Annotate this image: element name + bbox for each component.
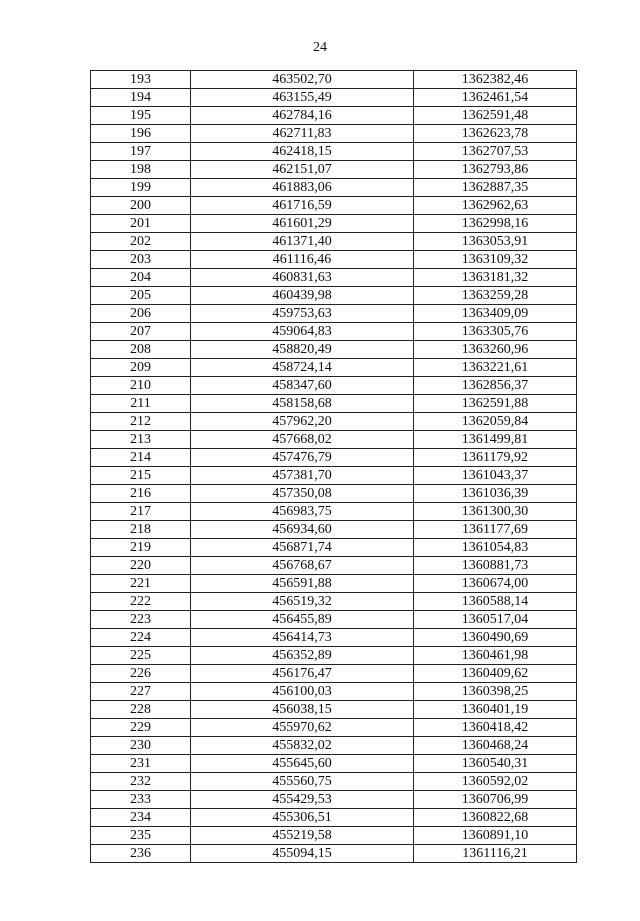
y-coordinate-cell: 1360461,98	[414, 647, 577, 665]
x-coordinate-cell: 458820,49	[191, 341, 414, 359]
x-coordinate-cell: 455832,02	[191, 737, 414, 755]
y-coordinate-cell: 1360881,73	[414, 557, 577, 575]
x-coordinate-cell: 461601,29	[191, 215, 414, 233]
table-row	[91, 503, 577, 521]
x-coordinate-cell: 458158,68	[191, 395, 414, 413]
y-coordinate-cell: 1360540,31	[414, 755, 577, 773]
point-number-cell: 226	[91, 665, 191, 683]
x-coordinate-cell: 462784,16	[191, 107, 414, 125]
point-number-cell: 228	[91, 701, 191, 719]
coordinates-table	[90, 70, 577, 863]
point-number-cell: 215	[91, 467, 191, 485]
y-coordinate-cell: 1363260,96	[414, 341, 577, 359]
y-coordinate-cell: 1362887,35	[414, 179, 577, 197]
x-coordinate-cell: 455970,62	[191, 719, 414, 737]
y-coordinate-cell: 1363259,28	[414, 287, 577, 305]
x-coordinate-cell: 456519,32	[191, 593, 414, 611]
table-row	[91, 233, 577, 251]
x-coordinate-cell: 457476,79	[191, 449, 414, 467]
table-row	[91, 107, 577, 125]
y-coordinate-cell: 1361300,30	[414, 503, 577, 521]
y-coordinate-cell: 1360409,62	[414, 665, 577, 683]
y-coordinate-cell: 1362382,46	[414, 71, 577, 89]
point-number-cell: 219	[91, 539, 191, 557]
x-coordinate-cell: 461716,59	[191, 197, 414, 215]
x-coordinate-cell: 455560,75	[191, 773, 414, 791]
x-coordinate-cell: 456983,75	[191, 503, 414, 521]
table-row	[91, 737, 577, 755]
point-number-cell: 194	[91, 89, 191, 107]
y-coordinate-cell: 1363221,61	[414, 359, 577, 377]
x-coordinate-cell: 460831,63	[191, 269, 414, 287]
y-coordinate-cell: 1361179,92	[414, 449, 577, 467]
point-number-cell: 204	[91, 269, 191, 287]
table-row	[91, 791, 577, 809]
table-row	[91, 683, 577, 701]
x-coordinate-cell: 462151,07	[191, 161, 414, 179]
point-number-cell: 217	[91, 503, 191, 521]
table-row	[91, 89, 577, 107]
y-coordinate-cell: 1360822,68	[414, 809, 577, 827]
point-number-cell: 222	[91, 593, 191, 611]
x-coordinate-cell: 458724,14	[191, 359, 414, 377]
x-coordinate-cell: 457962,20	[191, 413, 414, 431]
point-number-cell: 203	[91, 251, 191, 269]
table-row	[91, 575, 577, 593]
table-row	[91, 719, 577, 737]
x-coordinate-cell: 457668,02	[191, 431, 414, 449]
y-coordinate-cell: 1362059,84	[414, 413, 577, 431]
table-row	[91, 521, 577, 539]
x-coordinate-cell: 463502,70	[191, 71, 414, 89]
table-row	[91, 269, 577, 287]
point-number-cell: 213	[91, 431, 191, 449]
point-number-cell: 202	[91, 233, 191, 251]
y-coordinate-cell: 1361116,21	[414, 845, 577, 863]
point-number-cell: 201	[91, 215, 191, 233]
y-coordinate-cell: 1363181,32	[414, 269, 577, 287]
x-coordinate-cell: 457381,70	[191, 467, 414, 485]
table-row	[91, 143, 577, 161]
table-row	[91, 179, 577, 197]
point-number-cell: 233	[91, 791, 191, 809]
point-number-cell: 196	[91, 125, 191, 143]
y-coordinate-cell: 1360588,14	[414, 593, 577, 611]
point-number-cell: 193	[91, 71, 191, 89]
point-number-cell: 227	[91, 683, 191, 701]
table-row	[91, 485, 577, 503]
y-coordinate-cell: 1360592,02	[414, 773, 577, 791]
point-number-cell: 212	[91, 413, 191, 431]
table-row	[91, 287, 577, 305]
point-number-cell: 231	[91, 755, 191, 773]
y-coordinate-cell: 1360706,99	[414, 791, 577, 809]
point-number-cell: 206	[91, 305, 191, 323]
point-number-cell: 210	[91, 377, 191, 395]
x-coordinate-cell: 455645,60	[191, 755, 414, 773]
table-row	[91, 413, 577, 431]
table-row	[91, 395, 577, 413]
table-row	[91, 449, 577, 467]
point-number-cell: 199	[91, 179, 191, 197]
x-coordinate-cell: 458347,60	[191, 377, 414, 395]
x-coordinate-cell: 456768,67	[191, 557, 414, 575]
x-coordinate-cell: 456455,89	[191, 611, 414, 629]
x-coordinate-cell: 456934,60	[191, 521, 414, 539]
table-row	[91, 647, 577, 665]
table-row	[91, 539, 577, 557]
x-coordinate-cell: 456871,74	[191, 539, 414, 557]
y-coordinate-cell: 1362856,37	[414, 377, 577, 395]
y-coordinate-cell: 1360418,42	[414, 719, 577, 737]
table-row	[91, 215, 577, 233]
point-number-cell: 200	[91, 197, 191, 215]
table-row	[91, 611, 577, 629]
y-coordinate-cell: 1361036,39	[414, 485, 577, 503]
y-coordinate-cell: 1361043,37	[414, 467, 577, 485]
point-number-cell: 197	[91, 143, 191, 161]
y-coordinate-cell: 1362707,53	[414, 143, 577, 161]
y-coordinate-cell: 1360517,04	[414, 611, 577, 629]
point-number-cell: 211	[91, 395, 191, 413]
point-number-cell: 229	[91, 719, 191, 737]
y-coordinate-cell: 1363305,76	[414, 323, 577, 341]
table-row	[91, 359, 577, 377]
table-row	[91, 125, 577, 143]
point-number-cell: 214	[91, 449, 191, 467]
table-row	[91, 71, 577, 89]
x-coordinate-cell: 459753,63	[191, 305, 414, 323]
x-coordinate-cell: 462711,83	[191, 125, 414, 143]
x-coordinate-cell: 457350,08	[191, 485, 414, 503]
y-coordinate-cell: 1362461,54	[414, 89, 577, 107]
x-coordinate-cell: 456176,47	[191, 665, 414, 683]
x-coordinate-cell: 462418,15	[191, 143, 414, 161]
point-number-cell: 209	[91, 359, 191, 377]
table-row	[91, 629, 577, 647]
table-row	[91, 845, 577, 863]
table-row	[91, 665, 577, 683]
point-number-cell: 230	[91, 737, 191, 755]
point-number-cell: 218	[91, 521, 191, 539]
point-number-cell: 235	[91, 827, 191, 845]
x-coordinate-cell: 455306,51	[191, 809, 414, 827]
y-coordinate-cell: 1362998,16	[414, 215, 577, 233]
table-row	[91, 251, 577, 269]
table-row	[91, 593, 577, 611]
table-row	[91, 701, 577, 719]
x-coordinate-cell: 461116,46	[191, 251, 414, 269]
table-row	[91, 341, 577, 359]
table-row	[91, 557, 577, 575]
point-number-cell: 234	[91, 809, 191, 827]
table-row	[91, 323, 577, 341]
table-row	[91, 431, 577, 449]
point-number-cell: 205	[91, 287, 191, 305]
y-coordinate-cell: 1360891,10	[414, 827, 577, 845]
table-row	[91, 467, 577, 485]
y-coordinate-cell: 1360674,00	[414, 575, 577, 593]
x-coordinate-cell: 456591,88	[191, 575, 414, 593]
y-coordinate-cell: 1360490,69	[414, 629, 577, 647]
point-number-cell: 198	[91, 161, 191, 179]
x-coordinate-cell: 459064,83	[191, 323, 414, 341]
x-coordinate-cell: 463155,49	[191, 89, 414, 107]
point-number-cell: 224	[91, 629, 191, 647]
page-number: 24	[313, 40, 327, 55]
x-coordinate-cell: 456414,73	[191, 629, 414, 647]
table-row	[91, 827, 577, 845]
x-coordinate-cell: 455219,58	[191, 827, 414, 845]
x-coordinate-cell: 455429,53	[191, 791, 414, 809]
y-coordinate-cell: 1362793,86	[414, 161, 577, 179]
y-coordinate-cell: 1362591,88	[414, 395, 577, 413]
point-number-cell: 221	[91, 575, 191, 593]
table-row	[91, 161, 577, 179]
point-number-cell: 216	[91, 485, 191, 503]
x-coordinate-cell: 456352,89	[191, 647, 414, 665]
x-coordinate-cell: 456038,15	[191, 701, 414, 719]
point-number-cell: 236	[91, 845, 191, 863]
point-number-cell: 208	[91, 341, 191, 359]
x-coordinate-cell: 460439,98	[191, 287, 414, 305]
point-number-cell: 232	[91, 773, 191, 791]
x-coordinate-cell: 461883,06	[191, 179, 414, 197]
y-coordinate-cell: 1362623,78	[414, 125, 577, 143]
table-row	[91, 377, 577, 395]
x-coordinate-cell: 461371,40	[191, 233, 414, 251]
y-coordinate-cell: 1363053,91	[414, 233, 577, 251]
y-coordinate-cell: 1363409,09	[414, 305, 577, 323]
point-number-cell: 207	[91, 323, 191, 341]
x-coordinate-cell: 455094,15	[191, 845, 414, 863]
table-row	[91, 755, 577, 773]
y-coordinate-cell: 1361054,83	[414, 539, 577, 557]
x-coordinate-cell: 456100,03	[191, 683, 414, 701]
y-coordinate-cell: 1360398,25	[414, 683, 577, 701]
table-row	[91, 197, 577, 215]
table-row	[91, 305, 577, 323]
y-coordinate-cell: 1361177,69	[414, 521, 577, 539]
table-body	[91, 71, 577, 863]
y-coordinate-cell: 1363109,32	[414, 251, 577, 269]
table-row	[91, 809, 577, 827]
table-row	[91, 773, 577, 791]
point-number-cell: 225	[91, 647, 191, 665]
y-coordinate-cell: 1362591,48	[414, 107, 577, 125]
point-number-cell: 223	[91, 611, 191, 629]
y-coordinate-cell: 1360468,24	[414, 737, 577, 755]
point-number-cell: 220	[91, 557, 191, 575]
y-coordinate-cell: 1362962,63	[414, 197, 577, 215]
y-coordinate-cell: 1361499,81	[414, 431, 577, 449]
y-coordinate-cell: 1360401,19	[414, 701, 577, 719]
point-number-cell: 195	[91, 107, 191, 125]
